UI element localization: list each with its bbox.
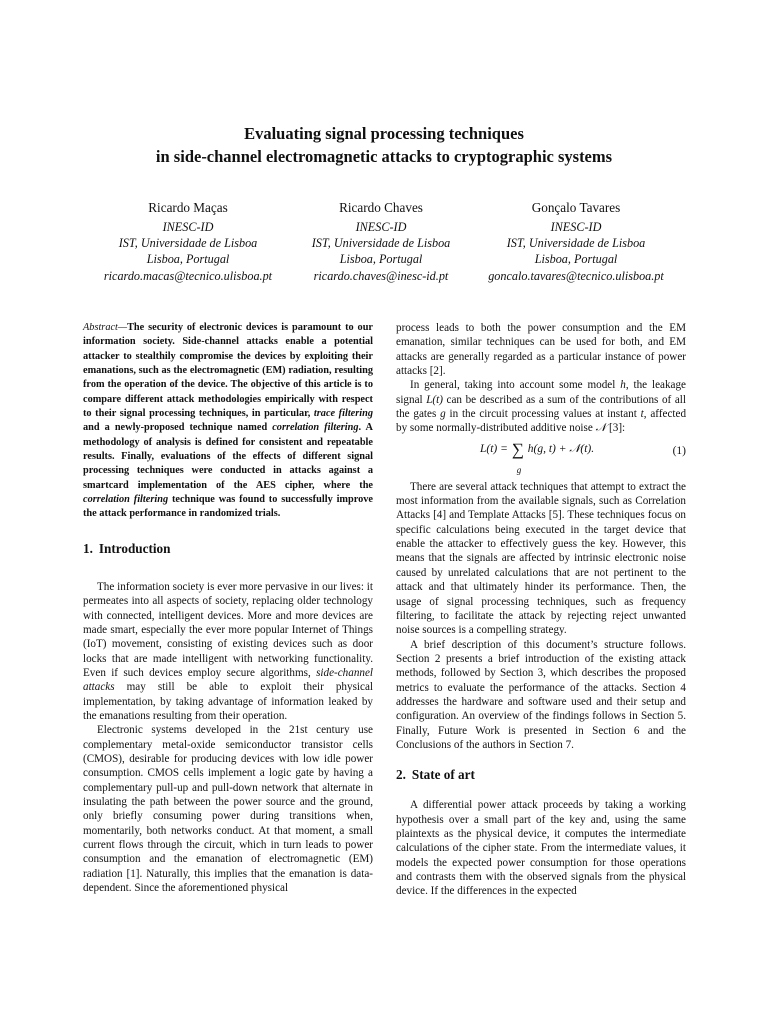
- section-number: 1.: [83, 540, 93, 556]
- paragraph-text: , affected by some normally-distributed additive noise: [396, 408, 687, 435]
- author-name: Ricardo Chaves: [339, 200, 423, 215]
- paragraph: There are several attack techniques that attempt to extract the most information from the available signals, such as Correlation Attacks [4] and Template Attacks [5]. These techniques focus on specific calculations being executed in the target device that enable the attacker to effectively guess the key. However, this means that the signals are affected by intrinsic electronic noise caused by unrelated calculations that are not pertinent to the attack and that ultimately hinder its performance. Then, the usage of signal processing techniques, such as frequency filtering, to facilitate the attack by rejecting reject unwanted noise sources is a compelling strategy.: [396, 480, 686, 637]
- abstract: [83, 321, 373, 522]
- abstract-emphasis: correlation filtering: [272, 422, 359, 434]
- title-line-1: Evaluating signal processing techniques: [244, 124, 524, 143]
- author-location: Lisboa, Portugal: [534, 252, 618, 267]
- author-email: ricardo.chaves@inesc-id.pt: [313, 268, 449, 283]
- author-3: [456, 199, 696, 284]
- section-title: Introduction: [98, 540, 171, 556]
- abstract-lead: Abstract—: [83, 322, 128, 333]
- left-column: [83, 321, 373, 895]
- paragraph-emphasis: side-channel attacks: [83, 666, 373, 694]
- section-heading-state-of-art: [396, 766, 686, 784]
- paper-title: [0, 122, 768, 168]
- paragraph: [396, 378, 686, 435]
- section-heading-introduction: [83, 540, 373, 558]
- paragraph-text: [3]:: [606, 422, 626, 435]
- author-institution: IST, Universidade de Lisboa: [118, 236, 258, 251]
- paragraph-text: In general, taking into account some model: [410, 379, 621, 392]
- author-email: ricardo.macas@tecnico.ulisboa.pt: [103, 268, 273, 283]
- paragraph-text: , the leakage signal: [396, 379, 686, 406]
- math-symbol: L(t): [426, 393, 443, 406]
- math-symbol: t: [640, 408, 644, 421]
- paragraph-text: in the circuit processing values at instant: [445, 408, 641, 421]
- math-symbol: g: [440, 408, 446, 421]
- author-affiliation: INESC-ID: [550, 220, 602, 234]
- paragraph: process leads to both the power consumption and the EM emanation, similar techniques can be used for both, and EM attacks are generally regarded as a particular instance of power attacks [2].: [396, 322, 686, 378]
- title-line-2: in side-channel electromagnetic attacks to cryptographic systems: [155, 147, 613, 166]
- paragraph-text: can be described as a sum of the contributions of all the gates: [396, 393, 686, 421]
- equation-number: (1): [672, 444, 686, 457]
- abstract-text: technique was found to successfully improve the attack performance in randomized trials.: [83, 494, 373, 520]
- sum-subscript: g: [516, 464, 522, 475]
- paragraph-text: The information society is ever more pervasive in our lives: it permeates into all aspects of society, replacing older technology with connected, intelligent devices. More and more devices are made smart, especially the ever more popular Internet of Things (IoT) movement, consisting of existing devices such as door locks that are made intelligent with networking functionality. Even if such devices employ secure algorithms,: [83, 580, 373, 679]
- equation-rhs: h(g, t) + 𝒩(t).: [524, 442, 595, 455]
- section-number: 2.: [396, 767, 406, 783]
- abstract-emphasis: correlation filtering: [83, 494, 169, 506]
- equation-lhs: L(t) =: [480, 442, 511, 455]
- author-name: Gonçalo Tavares: [531, 200, 621, 215]
- paragraph: [83, 580, 373, 723]
- paragraph: Electronic systems developed in the 21st century use complementary metal-oxide semiconductor transistor cells (CMOS), desirable for producing devices with low idle power consumption. CMOS cells implement a logic gate by having a complementary pull-up and pull-down network that alternate in insulating the path between the power source and the ground, only briefly consuming power during transitions when, momentarily, both networks conduct. At that moment, a small current flows through the circuit, which in turn leads to power consumption and the emanation of electromagnetic (EM) radiation [1]. Naturally, this implies that the emanation is data-dependent. Since the aforementioned physical: [83, 724, 373, 895]
- paragraph: A differential power attack proceeds by taking a working hypothesis over a small part of the key and, using the same plaintexts as the physical device, it computes the intermediate calculations of the cipher state. From the intermediate values, it models the expected power consumption for those operations and contrasts them with the observed signals from the physical device. If the differences in the expected: [396, 799, 686, 898]
- right-column: [396, 321, 686, 899]
- author-affiliation: INESC-ID: [355, 220, 407, 234]
- sum-symbol: ∑ g: [512, 443, 524, 457]
- author-email: goncalo.tavares@tecnico.ulisboa.pt: [488, 268, 664, 283]
- paragraph-text: may still be able to exploit their physical implementation, by taking advantage of information leaked by the emanations resulting from their operation.: [83, 681, 373, 722]
- math-symbol: h: [620, 379, 626, 392]
- author-institution: IST, Universidade de Lisboa: [506, 236, 646, 251]
- author-location: Lisboa, Portugal: [339, 252, 423, 267]
- author-name: Ricardo Maças: [148, 200, 228, 215]
- author-affiliation: INESC-ID: [162, 220, 214, 234]
- abstract-text: The security of electronic devices is paramount to our information society. Side-channel attacks enable a potential attacker to stealthily compromise the devices by exploiting their emanations, such as the electromagnetic (EM) radiation, resulting from the operation of the device. The objective of this article is to compare different attack methodologies empirically with respect to their signal processing techniques, in particular,: [83, 322, 373, 420]
- abstract-emphasis: trace filtering: [313, 408, 373, 420]
- equation-body: [480, 439, 595, 475]
- abstract-text: . A methodology of analysis is defined for consistent and repeatable results. Finally, evaluations of the effects of different signal processing techniques were conducted in attacks against a smartcard implementation of the AES cipher, where the: [83, 422, 373, 491]
- paragraph: A brief description of this document’s structure follows. Section 2 presents a brief introduction of the existing attack methods, followed by Section 3, which describes the proposed metrics to evaluate the performance of the attacks. Section 4 addresses the hardware and software used and their setup and configuration. An overview of the findings follows in Section 5. Finally, Future Work is presented in Section 6 and the Conclusions of the authors in Section 7.: [396, 638, 686, 751]
- author-institution: IST, Universidade de Lisboa: [311, 236, 451, 251]
- math-symbol: 𝒩: [595, 422, 607, 435]
- abstract-text: and a newly-proposed technique named: [83, 422, 273, 434]
- equation-1: [396, 438, 686, 476]
- author-location: Lisboa, Portugal: [146, 252, 230, 267]
- section-title: State of art: [411, 767, 475, 783]
